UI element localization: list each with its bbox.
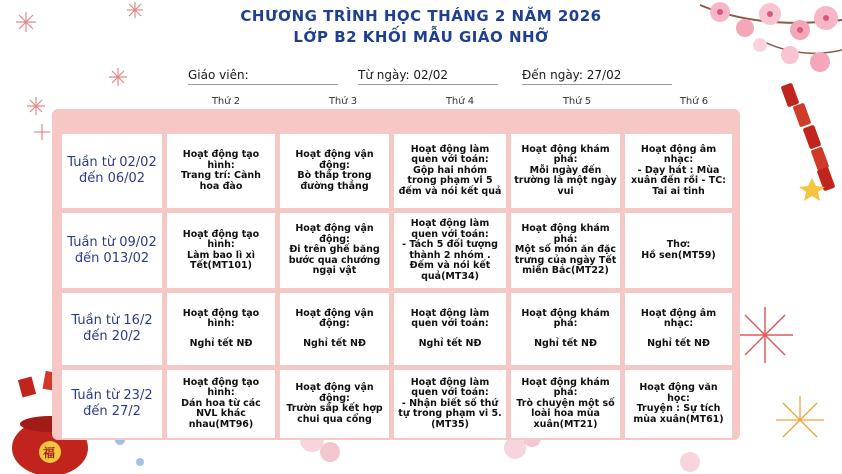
activity-title: Hoạt động khám phá: — [521, 223, 610, 245]
activity-title: Hoạt động làm quen với toán: — [410, 218, 490, 240]
activity-cell — [394, 213, 506, 288]
activity-cell — [280, 293, 389, 365]
activity-cell — [280, 213, 389, 288]
week-label: Tuần từ 02/02 đến 06/02 — [62, 134, 162, 208]
activity-title: Hoạt động khám phá: — [521, 307, 610, 330]
week-label: Tuần từ 09/02 đến 013/02 — [62, 213, 162, 288]
activity-cell — [394, 293, 506, 365]
activity-body: Trang trí: Cành hoa đào — [181, 170, 261, 192]
activity-title: Hoạt động tạo hình: — [182, 376, 260, 399]
activity-body: - Tách 5 đối tượng thành 2 nhóm . Đếm và nói kết quả(MT34) — [402, 239, 498, 282]
activity-cell — [625, 293, 732, 365]
activity-cell — [511, 134, 620, 208]
activity-title: Hoạt động tạo hình: — [182, 149, 260, 171]
activity-cell — [280, 370, 389, 438]
activity-title: Hoạt động làm quen với toán: — [410, 376, 490, 399]
activity-title: Hoạt động tạo hình: — [182, 228, 260, 250]
page-title: CHƯƠNG TRÌNH HỌC THÁNG 2 NĂM 2026 — [240, 7, 602, 25]
to-underline — [522, 84, 672, 85]
activity-body: - Nhận biết số thứ tự trong phạm vi 5. (MT35) — [398, 397, 502, 430]
day-header-tue: Thứ 3 — [328, 96, 358, 107]
activity-title: Thơ: — [666, 239, 691, 250]
activity-title: Hoạt động vận động: — [295, 307, 374, 330]
from-date-label: Từ ngày: 02/02 — [358, 68, 448, 82]
firework-icon — [737, 307, 793, 363]
activity-body: Trườn sấp kết hợp chui qua cổng — [286, 403, 383, 425]
firework-icon — [776, 396, 824, 437]
activity-cell — [625, 213, 732, 288]
activity-title: Hoạt động văn học: — [639, 382, 718, 404]
activity-cell — [280, 134, 389, 208]
teacher-underline — [188, 84, 338, 85]
activity-title: Hoạt động khám phá: — [521, 376, 610, 399]
lucky-bag-character: 福 — [43, 446, 56, 460]
activity-body: Nghỉ tết NĐ — [647, 337, 710, 349]
activity-body: Nghỉ tết NĐ — [189, 337, 253, 349]
activity-body: Làm bao lì xì Tết(MT101) — [187, 249, 255, 271]
activity-title: Hoạt động vận động: — [295, 382, 374, 404]
day-header-mon: Thứ 2 — [211, 96, 241, 107]
activity-title: Hoạt động âm nhạc: — [640, 307, 717, 330]
activity-title: Hoạt động làm quen với toán: — [410, 143, 490, 166]
activity-body: Truyện : Sự tích mùa xuân(MT61) — [633, 403, 724, 425]
week-label: Tuần từ 23/2 đến 27/2 — [62, 370, 162, 438]
page-subtitle: LỚP B2 KHỐI MẪU GIÁO NHỠ — [293, 28, 549, 46]
activity-title: Hoạt động làm quen với toán: — [410, 307, 490, 330]
activity-cell — [511, 213, 620, 288]
day-header-thu: Thứ 5 — [562, 96, 592, 107]
activity-body: Một số món ăn đặc trưng của ngày Tết miền Bắc(MT22) — [514, 244, 617, 277]
to-date-label: Đến ngày: 27/02 — [522, 68, 622, 82]
activity-cell — [394, 370, 506, 438]
activity-cell — [167, 134, 275, 208]
day-header-fri: Thứ 6 — [679, 96, 709, 107]
activity-cell — [167, 370, 275, 438]
activity-cell — [625, 370, 732, 438]
activity-title: Hoạt động vận động: — [295, 149, 374, 171]
activity-body: Gộp hai nhóm trong phạm vi 5 đếm và nói kết quả — [398, 164, 502, 197]
activity-cell — [625, 134, 732, 208]
activity-cell — [511, 370, 620, 438]
activity-title: Hoạt động vận động: — [295, 223, 374, 245]
week-label: Tuần từ 16/2 đến 20/2 — [62, 293, 162, 365]
activity-title: Hoạt động khám phá: — [521, 143, 610, 166]
activity-cell — [511, 293, 620, 365]
activity-body: Trò chuyện một số loài hoa mùa xuân(MT21) — [516, 397, 615, 430]
activity-body: Hồ sen(MT59) — [641, 249, 716, 261]
day-header-wed: Thứ 4 — [445, 96, 475, 107]
activity-cell — [167, 213, 275, 288]
firecracker-icon — [781, 83, 836, 201]
activity-title: Hoạt động tạo hình: — [182, 307, 260, 330]
activity-body: Đi trên ghế băng bước qua chướng ngại vật — [288, 244, 381, 277]
activity-body: Bò thấp trong đường thẳng — [297, 170, 372, 192]
activity-cell — [394, 134, 506, 208]
teacher-label: Giáo viên: — [188, 68, 249, 82]
activity-body: Nghỉ tết NĐ — [303, 337, 366, 349]
activity-body: Nghỉ tết NĐ — [418, 337, 482, 349]
from-underline — [358, 84, 498, 85]
activity-cell — [167, 293, 275, 365]
activity-body: Mỗi ngày đến trường là một ngày vui — [514, 164, 617, 197]
activity-body: Dán hoa từ các NVL khác nhau(MT96) — [181, 397, 261, 430]
activity-body: - Dạy hát : Mùa xuân đến rồi - TC: Tai ai tinh — [631, 164, 726, 197]
activity-title: Hoạt động âm nhạc: — [640, 143, 717, 166]
activity-body: Nghỉ tết NĐ — [534, 337, 597, 349]
